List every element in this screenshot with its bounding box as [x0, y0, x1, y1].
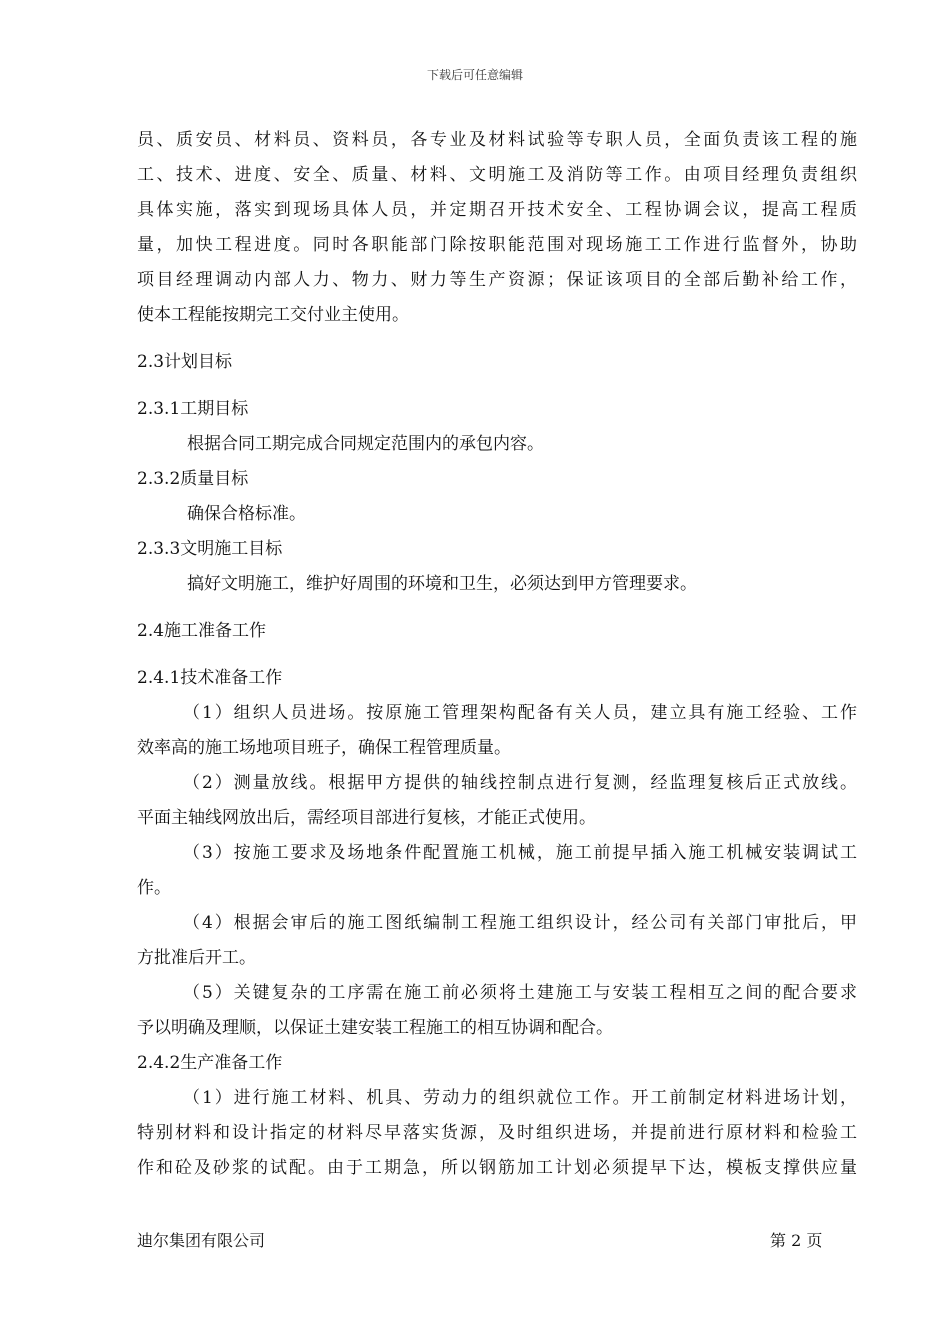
paragraph-line: 量，加快工程进度。同时各职能部门除按职能范围对现场施工工作进行监督外，协助 — [137, 235, 857, 255]
paragraph-line: 项目经理调动内部人力、物力、财力等生产资源；保证该项目的全部后勤补给工作， — [137, 270, 857, 290]
paragraph-line: 根据合同工期完成合同规定范围内的承包内容。 — [187, 434, 544, 454]
section-heading-2-3-1: 2.3.1工期目标 — [137, 399, 249, 419]
header-note: 下载后可任意编辑 — [426, 68, 523, 82]
list-item-line: 作。 — [137, 878, 171, 898]
list-item-line: （3）按施工要求及场地条件配置施工机械，施工前提早插入施工机械安装调试工 — [183, 843, 857, 863]
list-item-line: 作和砼及砂浆的试配。由于工期急，所以钢筋加工计划必须提早下达，模板支撑供应量 — [137, 1158, 857, 1178]
list-item-line: 予以明确及理顺，以保证土建安装工程施工的相互协调和配合。 — [137, 1018, 613, 1038]
list-item-line: 方批准后开工。 — [137, 948, 256, 968]
paragraph-line: 员、质安员、材料员、资料员，各专业及材料试验等专职人员，全面负责该工程的施 — [137, 130, 857, 150]
list-item-line: 效率高的施工场地项目班子，确保工程管理质量。 — [137, 738, 511, 758]
list-item-line: （5）关键复杂的工序需在施工前必须将土建施工与安装工程相互之间的配合要求 — [183, 983, 857, 1003]
paragraph-line: 搞好文明施工，维护好周围的环境和卫生，必须达到甲方管理要求。 — [187, 574, 697, 594]
list-item-line: （1）组织人员进场。按原施工管理架构配备有关人员，建立具有施工经验、工作 — [183, 703, 857, 723]
paragraph-line: 确保合格标准。 — [187, 504, 306, 524]
list-item-line: 特别材料和设计指定的材料尽早落实货源，及时组织进场，并提前进行原材料和检验工 — [137, 1123, 857, 1143]
list-item-line: （4）根据会审后的施工图纸编制工程施工组织设计，经公司有关部门审批后，甲 — [183, 913, 857, 933]
footer-company: 迪尔集团有限公司 — [137, 1231, 266, 1250]
document-body — [137, 123, 857, 1186]
section-heading-2-3-3: 2.3.3文明施工目标 — [137, 539, 283, 559]
section-heading-2-4: 2.4施工准备工作 — [137, 621, 267, 641]
paragraph-line: 具体实施，落实到现场具体人员，并定期召开技术安全、工程协调会议，提高工程质 — [137, 200, 857, 220]
list-item-line: （1）进行施工材料、机具、劳动力的组织就位工作。开工前制定材料进场计划， — [183, 1088, 857, 1108]
paragraph-line: 工、技术、进度、安全、质量、材料、文明施工及消防等工作。由项目经理负责组织 — [137, 165, 857, 185]
section-heading-2-4-1: 2.4.1技术准备工作 — [137, 668, 283, 688]
footer-page-number: 第 2 页 — [770, 1231, 823, 1250]
list-item-line: 平面主轴线网放出后，需经项目部进行复核，才能正式使用。 — [137, 808, 596, 828]
section-heading-2-4-2: 2.4.2生产准备工作 — [137, 1053, 283, 1073]
list-item-line: （2）测量放线。根据甲方提供的轴线控制点进行复测，经监理复核后正式放线。 — [183, 773, 857, 793]
section-heading-2-3: 2.3计划目标 — [137, 352, 233, 372]
section-heading-2-3-2: 2.3.2质量目标 — [137, 469, 249, 489]
paragraph-line: 使本工程能按期完工交付业主使用。 — [137, 305, 409, 325]
